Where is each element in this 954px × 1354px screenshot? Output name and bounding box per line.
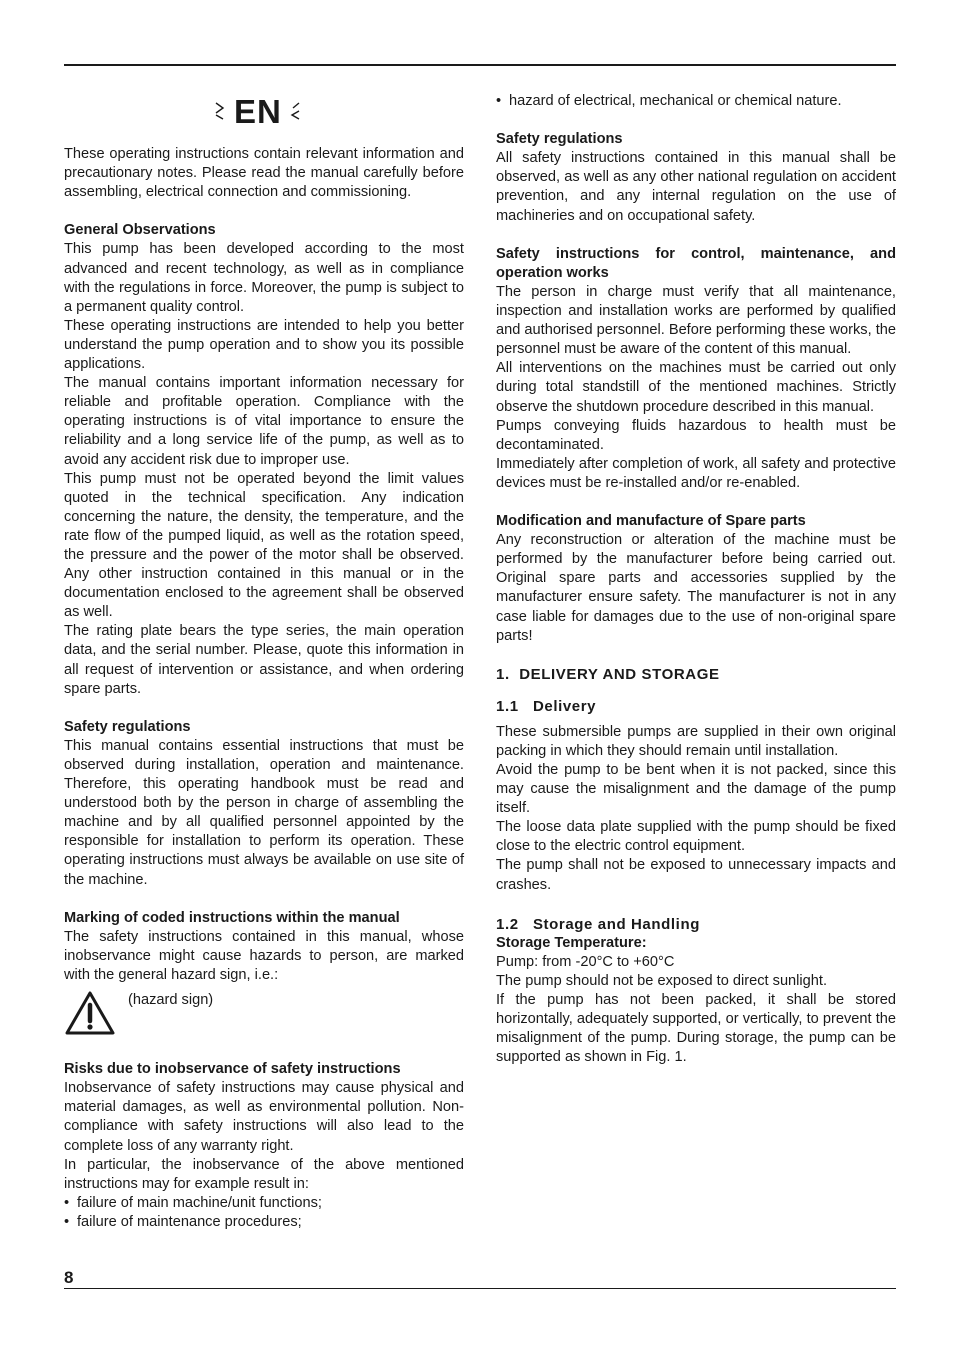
intro-paragraph: These operating instructions contain relevant information and precautionary notes. Please read the manual carefully before assembling, electrical connection and commissioning. <box>64 146 464 201</box>
paragraph: Pumps conveying fluids hazardous to health must be decontaminated. <box>496 417 896 453</box>
paragraph: If the pump has not been packed, it shall be stored horizontally, adequately supported, or vertically, to prevent the misalignment of the pump. During storage, the pump can be supported as shown in Fig. 1. <box>496 991 896 1066</box>
paragraph: The pump shall not be exposed to unnecessary impacts and crashes. <box>496 857 896 893</box>
paragraph: The loose data plate supplied with the pump should be fixed close to the electric control equipment. <box>496 819 896 855</box>
hazard-sign-block <box>64 990 464 1040</box>
risks-heading: Risks due to inobservance of safety instructions <box>64 1061 401 1078</box>
paragraph: This manual contains essential instructions that must be observed during installation, operation and maintenance. Therefore, this operating handbook must be read and understood both by the person in charge of assembling the machine and by all qualified personnel appointed by the responsible for installation to perform its operation. These operating instructions must always be available on use site of the machine. <box>64 737 464 888</box>
section-1-2-heading: 1.2 Storage and Handling <box>496 915 700 933</box>
chevron-right-marker-icon <box>290 101 302 123</box>
paragraph: All safety instructions contained in this manual shall be observed, as well as any other national regulation on accident prevention, and any internal regulation on the use of machineries and on occupational safety. <box>496 150 896 224</box>
list-item: • failure of main machine/unit functions; <box>64 1194 464 1213</box>
hazard-caption: (hazard sign) <box>128 992 214 1009</box>
paragraph: This pump must not be operated beyond the limit values quoted in the technical specification. Any indication concerning the nature, the density, the temperature, and the rate flow of the pumped liquid, as well as the rotation speed, the pressure and the power of the motor shall be observed. Any other instruction contained in this manual or in the documentation enclosed to the agreement shall be observed as well. <box>64 470 464 621</box>
safety-regulations-heading: Safety regulations <box>496 131 623 148</box>
paragraph: Inobservance of safety instructions may cause physical and material damages, as well as environmental pollution. Non-compliance with safety instructions will also lead to the complete loss of any warranty right. <box>64 1080 464 1154</box>
paragraph: Pump: from -20°C to +60°C <box>496 953 675 970</box>
language-code: EN <box>234 93 282 130</box>
bottom-rule <box>64 1288 896 1289</box>
paragraph: The rating plate bears the type series, the main operation data, and the serial number. Please, quote this information in all request of intervention or assistance, and when ordering spare parts. <box>64 623 464 697</box>
chevron-left-marker-icon <box>214 101 226 123</box>
risks-list <box>64 1194 464 1232</box>
paragraph: The pump should not be exposed to direct sunlight. <box>496 972 828 989</box>
section-1-heading: 1. DELIVERY AND STORAGE <box>496 665 720 683</box>
warning-triangle-icon <box>64 990 116 1036</box>
page-number: 8 <box>64 1268 74 1287</box>
paragraph: These submersible pumps are supplied in their own original packing in which they should remain until installation. <box>496 723 896 759</box>
spare-parts-heading: Modification and manufacture of Spare parts <box>496 513 806 530</box>
paragraph: Immediately after completion of work, all safety and protective devices must be re-installed and/or re-enabled. <box>496 455 896 491</box>
section-1-1-heading: 1.1 Delivery <box>496 697 597 715</box>
safety-regulations-heading: Safety regulations <box>64 718 191 735</box>
right-column <box>496 92 896 1067</box>
storage-temperature-heading: Storage Temperature: <box>496 934 647 951</box>
marking-heading: Marking of coded instructions within the manual <box>64 909 400 926</box>
top-rule <box>64 64 896 66</box>
paragraph: All interventions on the machines must be carried out only during total standstill of the mentioned machines. Strictly observe the shutdown procedure described in this manual. <box>496 360 896 415</box>
paragraph: In particular, the inobservance of the above mentioned instructions may for example result in: <box>64 1156 464 1192</box>
paragraph: The person in charge must verify that all maintenance, inspection and installation works are performed by qualified and authorised personnel. Before performing these works, the personnel must be aware of the content of this manual. <box>496 283 896 358</box>
paragraph: Avoid the pump to be bent when it is not packed, since this may cause the misalignment and the damage of the pump itself. <box>496 762 896 817</box>
list-item: • failure of maintenance procedures; <box>64 1213 464 1232</box>
list-item: • hazard of electrical, mechanical or chemical nature. <box>496 92 896 111</box>
risks-list-continued <box>496 92 896 111</box>
language-marker <box>214 92 302 132</box>
paragraph: This pump has been developed according to the most advanced and recent technology, as well as in compliance with the regulations in force. Moreover, the pump is subject to a permanent quality control. <box>64 241 464 315</box>
paragraph: These operating instructions are intended to help you better understand the pump operation and to show you its possible applications. <box>64 317 464 373</box>
general-observations-heading: General Observations <box>64 222 216 239</box>
control-maintenance-heading: Safety instructions for control, maintenance, and operation works <box>496 245 896 281</box>
left-column <box>64 145 464 1232</box>
paragraph: The manual contains important information necessary for reliable and profitable operation. Compliance with the operating instructions is of vital importance to ensure the reliability and a long service life of the pump, as well as to avoid any accident risk due to improper use. <box>64 375 464 468</box>
paragraph: Any reconstruction or alteration of the machine must be performed by the manufacturer before being carried out. Original spare parts and accessories supplied by the manufacturer ensure safety. The manufacturer is not in any case liable for damages due to the use of non-original spare parts! <box>496 532 896 644</box>
paragraph: The safety instructions contained in this manual, whose inobservance might cause hazards to person, are marked with the general hazard sign, i.e.: <box>64 928 464 984</box>
